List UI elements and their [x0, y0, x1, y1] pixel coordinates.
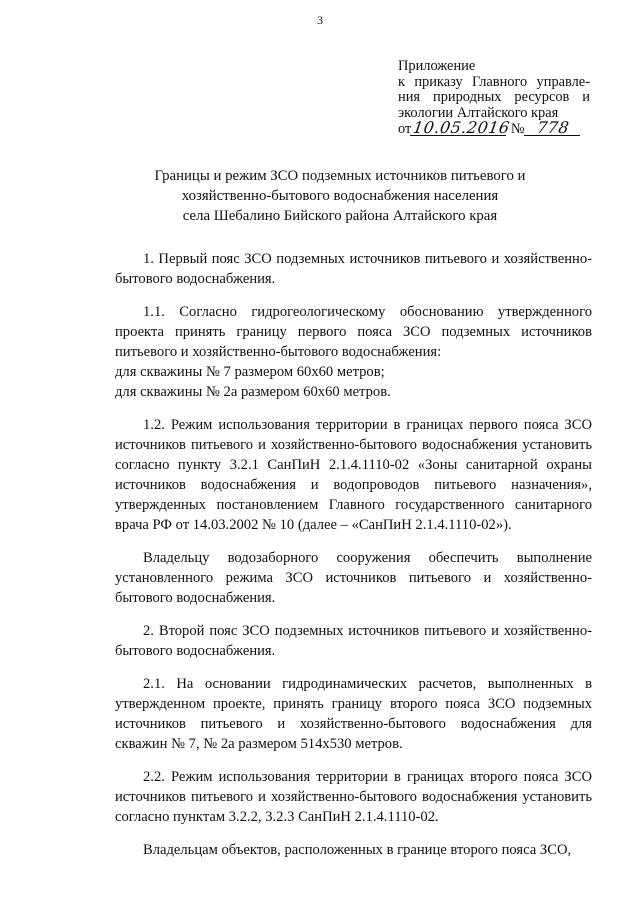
appendix-date-line — [398, 118, 590, 138]
handwritten-date: 10.05.2016 — [412, 118, 512, 137]
list-item-well-2a: для скважины № 2а размером 60х60 метров. — [115, 384, 391, 400]
appendix-line: ния природных ресурсов и — [398, 89, 590, 105]
title-line: хозяйственно-бытового водоснабжения населения — [181, 188, 499, 204]
title-line: Границы и режим ЗСО подземных источников питьевого и — [154, 168, 526, 184]
paragraph-1-2: 1.2. Режим использования территории в границах первого пояса ЗСО источников питьевого и хозяйственно-бытового водоснабжения установить согласно пункту 3.2.1 СанПиН 2.1.4.1110-02 «Зоны санитарной охраны источников водоснабжения и водопроводов питьевого назначения», утвержденных постановлением Главного государственного санитарного врача РФ от 14.03.2002 № 10 (далее – «СанПиН 2.1.4.1110-02»). — [115, 417, 592, 533]
appendix-line: экологии Алтайского края — [398, 104, 559, 121]
paragraph-owners: Владельцам объектов, расположенных в границе второго пояса ЗСО, — [143, 842, 572, 858]
paragraph-2-1: 2.1. На основании гидродинамических расчетов, выполненных в утвержденном проекте, принять границу второго пояса ЗСО подземных источников питьевого и хозяйственно-бытового водоснабжения для скважин № 7, № 2а размером 514х530 метров. — [115, 676, 592, 752]
title-line: села Шебалино Бийского района Алтайского края — [182, 208, 498, 224]
page-number: 3 — [317, 13, 323, 27]
paragraph-owner-duty: Владельцу водозаборного сооружения обеспечить выполнение установленного режима ЗСО источников питьевого и хозяйственно-бытового водоснабжения. — [115, 550, 592, 606]
handwritten-number: 778 — [524, 121, 582, 136]
document-title — [100, 166, 580, 226]
number-sign: № — [510, 121, 525, 137]
appendix-line: к приказу Главного управле- — [398, 73, 590, 90]
appendix-block — [398, 59, 590, 138]
section-2-heading: 2. Второй пояс ЗСО подземных источников питьевого и хозяйственно-бытового водоснабжения. — [115, 623, 592, 659]
document-body — [115, 249, 592, 860]
paragraph-2-2: 2.2. Режим использования территории в границах второго пояса ЗСО источников питьевого и хозяйственно-бытового водоснабжения установить согласно пунктам 3.2.2, 3.2.3 СанПиН 2.1.4.1110-02. — [115, 769, 592, 825]
list-item-well-7: для скважины № 7 размером 60х60 метров; — [115, 364, 385, 380]
paragraph-1-1: 1.1. Согласно гидрогеологическому обоснованию утвержденного проекта принять границу первого пояса ЗСО подземных источников питьевого и хозяйственно-бытового водоснабжения: — [115, 304, 592, 360]
section-1-heading: 1. Первый пояс ЗСО подземных источников питьевого и хозяйственно-бытового водоснабжения. — [115, 251, 592, 287]
appendix-heading: Приложение — [398, 58, 476, 74]
date-prefix: от — [398, 121, 412, 137]
